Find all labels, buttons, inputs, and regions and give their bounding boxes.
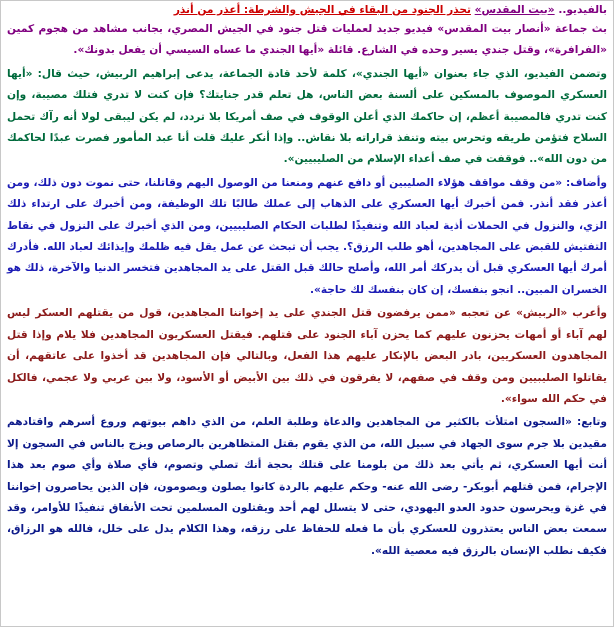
article-title xyxy=(7,3,607,18)
article-body xyxy=(1,1,613,562)
title-text: تحذر الجنود من البقاء في الجيش والشرطة: أعذر من أنذر xyxy=(173,4,471,16)
title-quote: «بيت المقدس» xyxy=(474,4,555,16)
paragraph-prisons: وتابع: «السجون امتلأت بالكثير من المجاهدين والدعاة وطلبة العلم، من الذي داهم بيوتهم وروع أسرهم واقتادهم مقيدين بلا جرم سوى الجهاد في سبيل الله، من الذي يقوم بقتل المتظاهرين بالرصاص ويزج بالناس في السجون إلا أنت أيها العسكري، ثم يأتي بعد ذلك من بلومنا على قتلك بحجة أنك تصلي وتصوم، فأي صلاة وأي صوم بعد هذا الإجرام، فمن قتلهم أبوبكر- رضى الله عنه- وحكم عليهم بالردة كانوا يصلون ويصومون، فإن الذين يحاصرون إخواننا في غزة ويحرسون حدود العدو اليهودي، حتى لا يتسلل لهم أحد ويقتلون المسلمين تحت الأنفاق تنفيذًا للأوامر، وقد سمعت بعض الناس يعتذرون للعسكري بأن ما فعله للحفاظ على رزقه، وهذا الكلام يدل على خلل، فالله هو الرزاق، فكيف نطلب الإنسان بالرزق فيه معصية الله». xyxy=(7,416,607,557)
paragraph-video-speech: وتضمن الفيديو، الذي جاء بعنوان «أيها الجندي»، كلمة لأحد قادة الجماعة، يدعى إبراهيم الربيش، حيث قال: «أيها العسكري الموصوف بالمسكين على ألسنة بعض الناس، هل تعلم قدر جنايتك؟ فإن كنت لا تدري فتلك مصيبة، وإن كنت تدري فالمصيبة أعظم، إن حاكمك الذي أعلن الوقوف في صف أمريكا بلا تردد، لم يكن ليبقى لولا أنه رآك تحمل السلاح فتؤمن طريقه وتحرس بيته وتنفذ قراراته بلا نقاش.. وإذا أنكر عليك قلت أنا عبد المأمور فصرت عبدًا لحاكمك من دون الله».. فوقفت في صف أعداء الإسلام من الصليبيين». xyxy=(7,67,607,166)
paragraph-added: وأضاف: «من وقف مواقف هؤلاء الصليبين أو دافع عنهم ومنعنا من الوصول اليهم وقاتلنا، حتى نموت دون ذلك، ومن أعذر فقد أنذر. فمن أخبرك أيها العسكري على الذهاب إلى عملك طالبًا تلك الوظيفة، ومن أخبرك على ارتداء ذلك الزي، والنزول في الحملات أذية لعباد الله وتنفيذًا لطلبات الحكام الصليبيين، ومن الذي أخبرك على النزول في نقاط التفتيش للقبض على المجاهدين، أهو طلب الرزق؟. يجب أن تبحث عن عمل يقل فيه ظلمك وإيذائك لعباد الله. فأدرك أمرك أيها العسكري قبل أن يدركك أمر الله، وأصلح حالك قبل القتل على يد المجاهدين فتخسر الدنيا والآخرة، ذلك هو الخسران المبين.. انجو بنفسك، إن كان بنفسك لك حاجة». xyxy=(7,176,607,296)
title-label: بالفيديو.. xyxy=(558,4,607,16)
paragraph-intro: بث جماعة «أنصار بيت المقدس» فيديو جديد لعمليات قتل جنود في الجيش المصري، بجانب مشاهد من هجوم كمين «الفرافرة»، وقتل جندي يسير وحده في الشارع. قائلة «أيها الجندي ما عساه السيسي أن يفعل بدونك». xyxy=(7,23,607,57)
paragraph-surprise: وأعرب «الربيش» عن تعجبه «ممن يرفضون قتل الجندي على يد إخواننا المجاهدين، قول من يقتلهم العسكر ليس لهم آباء أو أمهات يحزنون عليهم كما يحزن آباء الجنود على قتلهم. فيقتل العسكريون المجاهدين فلا يلام وإذا قتل المجاهدون العسكريين، بادر البعض بالإنكار عليهم هذا الفعل، وبالتالي فإن المجاهدين قد أخذوا على عاتقهم، أن يقاتلوا الصليبيين ومن وقف في صفهم، لا يفرقون في ذلك بين الأبيض أو الأسود، ولا بين عربي ولا عجمي، فالكل في حكم الله سواء». xyxy=(7,307,607,405)
